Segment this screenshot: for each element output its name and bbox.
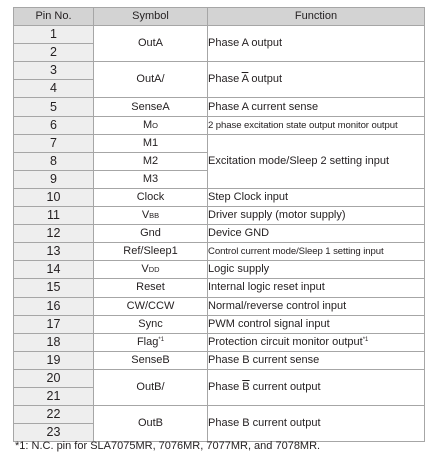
symbol-text: V xyxy=(141,209,150,222)
symbol-cell: Ref/Sleep1 xyxy=(94,243,208,261)
table-row xyxy=(14,134,425,152)
symbol-cell: Sync xyxy=(94,315,208,333)
symbol-cell: Clock xyxy=(94,188,208,206)
table-row xyxy=(14,116,425,134)
symbol-subscript: BB xyxy=(149,211,160,221)
pin-number: 12 xyxy=(14,225,94,243)
pin-number: 18 xyxy=(14,333,94,351)
symbol-cell: OutA xyxy=(94,26,208,62)
pin-number: 17 xyxy=(14,315,94,333)
pin-number: 2 xyxy=(14,44,94,62)
pin-number: 4 xyxy=(14,80,94,98)
table-row xyxy=(14,261,425,279)
table-header-row xyxy=(14,8,425,26)
table-row xyxy=(14,62,425,80)
footnote: *1: N.C. pin for SLA7075MR, 7076MR, 7077MR, and 7078MR. xyxy=(15,440,321,452)
function-cell: 2 phase excitation state output monitor output xyxy=(208,116,425,134)
function-text: Protection circuit monitor output xyxy=(208,335,363,348)
pin-number: 7 xyxy=(14,134,94,152)
table-row xyxy=(14,98,425,116)
function-text: current output xyxy=(249,380,321,393)
function-cell: Internal logic reset input xyxy=(208,279,425,297)
symbol-text: OutB xyxy=(136,380,162,393)
pin-number: 14 xyxy=(14,261,94,279)
table-row xyxy=(14,369,425,387)
symbol-text: V xyxy=(141,263,149,276)
symbol-cell xyxy=(94,333,208,351)
symbol-cell xyxy=(94,207,208,225)
symbol-cell xyxy=(94,116,208,134)
function-overline-letter: $\overline{B}$ xyxy=(242,380,250,393)
table-row xyxy=(14,188,425,206)
function-cell: Driver supply (motor supply) xyxy=(208,207,425,225)
pin-number: 8 xyxy=(14,152,94,170)
function-text: Phase xyxy=(208,73,242,86)
symbol-text: Flag xyxy=(136,335,159,348)
pin-number: 16 xyxy=(14,297,94,315)
pin-number: 21 xyxy=(14,387,94,405)
pin-number: 13 xyxy=(14,243,94,261)
symbol-cell: CW/CCW xyxy=(94,297,208,315)
table-row xyxy=(14,207,425,225)
function-cell: Phase B current sense xyxy=(208,351,425,369)
header-pin-no: Pin No. xyxy=(14,8,94,26)
symbol-cell xyxy=(94,261,208,279)
function-overline-letter: $\overline{A}$ xyxy=(241,73,249,86)
function-cell: Step Clock input xyxy=(208,188,425,206)
function-cell: Control current mode/Sleep 1 setting input xyxy=(208,243,425,261)
table-row xyxy=(14,225,425,243)
pin-number: 6 xyxy=(14,116,94,134)
footnote-marker: *1 xyxy=(158,336,165,343)
table-row xyxy=(14,26,425,44)
function-cell xyxy=(208,333,425,351)
pin-number: 15 xyxy=(14,279,94,297)
table-row xyxy=(14,333,425,351)
symbol-cell: M3 xyxy=(94,170,208,188)
symbol-cell xyxy=(94,62,208,98)
symbol-text: / xyxy=(161,380,165,393)
table-row xyxy=(14,279,425,297)
pin-table-container xyxy=(13,7,424,442)
function-cell: PWM control signal input xyxy=(208,315,425,333)
pin-number: 22 xyxy=(14,406,94,424)
symbol-cell: M2 xyxy=(94,152,208,170)
header-symbol: Symbol xyxy=(94,8,208,26)
pin-number: 11 xyxy=(14,207,94,225)
pin-number: 19 xyxy=(14,351,94,369)
table-row xyxy=(14,243,425,261)
pin-number: 23 xyxy=(14,424,94,442)
function-text: Phase xyxy=(208,380,243,393)
pin-number: 10 xyxy=(14,188,94,206)
symbol-cell: SenseB xyxy=(94,351,208,369)
pin-function-table xyxy=(13,7,425,442)
symbol-cell xyxy=(94,369,208,405)
footnote-marker: *1 xyxy=(362,336,369,343)
function-text: output xyxy=(248,73,283,86)
pin-number: 1 xyxy=(14,26,94,44)
function-cell: Device GND xyxy=(208,225,425,243)
function-cell: Phase B current output xyxy=(208,406,425,442)
pin-number: 5 xyxy=(14,98,94,116)
function-cell: Logic supply xyxy=(208,261,425,279)
symbol-cell: M1 xyxy=(94,134,208,152)
pin-number: 9 xyxy=(14,170,94,188)
function-cell: Phase A current sense xyxy=(208,98,425,116)
symbol-subscript: O xyxy=(152,120,158,130)
symbol-cell: Gnd xyxy=(94,225,208,243)
pin-number: 3 xyxy=(14,62,94,80)
table-row xyxy=(14,297,425,315)
symbol-text: / xyxy=(161,73,165,86)
table-row xyxy=(14,406,425,424)
function-cell xyxy=(208,62,425,98)
symbol-text: M xyxy=(142,118,153,131)
symbol-text: OutA xyxy=(136,73,162,86)
symbol-cell: SenseA xyxy=(94,98,208,116)
table-row xyxy=(14,351,425,369)
function-cell: Excitation mode/Sleep 2 setting input xyxy=(208,134,425,188)
symbol-subscript: DD xyxy=(148,265,160,275)
symbol-cell: Reset xyxy=(94,279,208,297)
header-function: Function xyxy=(208,8,425,26)
pin-number: 20 xyxy=(14,369,94,387)
function-cell xyxy=(208,369,425,405)
symbol-cell: OutB xyxy=(94,406,208,442)
function-cell: Phase A output xyxy=(208,26,425,62)
table-row xyxy=(14,315,425,333)
function-cell: Normal/reverse control input xyxy=(208,297,425,315)
